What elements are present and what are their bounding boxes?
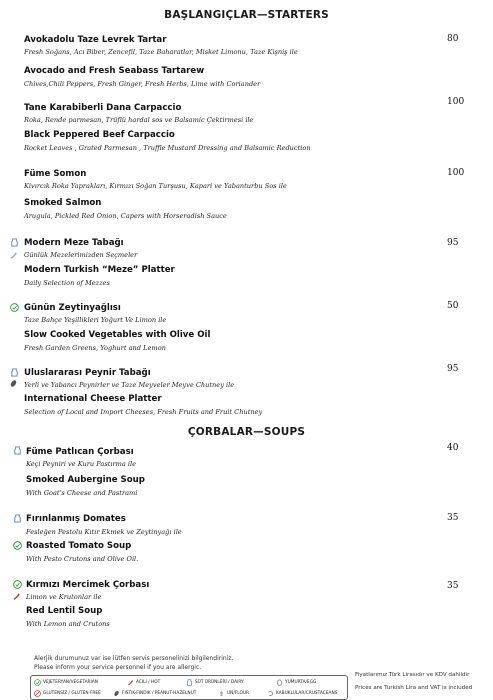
dish-name-tr: Füme Somon <box>24 169 87 179</box>
allergy-note-en: Please inform your service personnel if you are allergic. <box>34 664 202 671</box>
dish-desc-tr: Roka, Rende parmesan, Trüflü hardal sos ve Balsamic Çektirmesi ile <box>24 116 254 124</box>
dairy-icon <box>186 679 193 686</box>
dish-name-en: Avocado and Fresh Seabass Tartarew <box>24 66 205 76</box>
dish-price: 35 <box>447 513 459 523</box>
dish-price: 40 <box>447 443 459 453</box>
dairy-icon <box>10 368 19 377</box>
dish-desc-en: Rocket Leaves , Grated Parmesan , Truffle Mustard Dressing and Balsamic Reduction <box>24 144 311 152</box>
nut-icon <box>113 690 120 697</box>
legend-vegetarian <box>34 679 98 686</box>
dairy-icon <box>13 446 22 455</box>
dish-price: 95 <box>447 238 459 248</box>
allergy-note-tr: Alerjik durumunuz var ise lütfen servis personelinizi bilgilendiriniz. <box>34 655 234 662</box>
legend-egg <box>276 679 316 686</box>
legend-label: FISTIK-FINDIK / PEANUT-HAZELNUT <box>122 691 197 696</box>
dish-desc-tr: Fresh Soğans, Acı Biber, Zencefil, Taze Baharatlar, Misket Limonu, Taze Kişniş ile <box>24 48 298 56</box>
vegetarian-icon <box>13 580 22 589</box>
gluten-free-icon <box>34 690 41 697</box>
legend-flour <box>218 690 249 697</box>
chili-icon <box>127 679 134 686</box>
legend-nut <box>113 690 196 697</box>
dairy-icon <box>10 238 19 247</box>
dish-name-en: Roasted Tomato Soup <box>26 541 132 551</box>
dish-name-en: International Cheese Platter <box>24 394 162 404</box>
vegetarian-icon <box>13 541 22 550</box>
dish-name-tr: Uluslararası Peynir Tabağı <box>24 368 151 378</box>
starters-title: BAŞLANGIÇLAR—STARTERS <box>164 9 329 21</box>
dish-price: 35 <box>447 581 459 591</box>
dairy-icon <box>13 514 22 523</box>
dish-desc-en: With Lemon and Crutons <box>26 620 110 628</box>
dish-desc-tr: Keçi Peyniri ve Kuru Pastırma ile <box>26 460 137 468</box>
dish-desc-tr: Kivırcık Roka Yaprakları, Kırmızı Soğan Turşusu, Kapari ve Yabanturbu Sos ile <box>24 182 287 190</box>
dish-price: 95 <box>447 364 459 374</box>
legend-crustaceans <box>267 690 337 697</box>
vat-note-en: Prices are Turkish Lira and VAT is included <box>355 685 473 691</box>
chili-icon <box>9 251 18 260</box>
legend-label: ACILI / HOT <box>136 680 161 685</box>
dish-desc-tr: Taze Bahçe Yeşillikleri Yoğurt Ve Limon ile <box>24 316 167 324</box>
legend-gluten-free <box>34 690 101 697</box>
dish-desc-en: With Pesto Crutons and Olive Oil. <box>26 555 139 563</box>
legend-label: YUMURTA/EGG <box>285 680 317 685</box>
dish-price: 100 <box>447 168 465 178</box>
dish-name-tr: Avokadolu Taze Levrek Tartar <box>24 35 167 45</box>
dish-desc-en: Chives,Chili Peppers, Fresh Ginger, Fresh Herbs, Lime with Coriander <box>24 80 261 88</box>
dish-name-en: Slow Cooked Vegetables with Olive Oil <box>24 330 211 340</box>
nut-icon <box>9 379 18 388</box>
legend-label: SÜT ÜRÜNLERİ / DAIRY <box>195 680 244 685</box>
flour-icon <box>218 690 225 697</box>
chili-icon <box>12 592 21 601</box>
allergen-legend <box>30 675 348 700</box>
dish-desc-en: Daily Selection of Mezzes <box>24 279 110 287</box>
dish-name-en: Modern Turkish “Meze” Platter <box>24 265 175 275</box>
dish-name-tr: Füme Patlıcan Çorbası <box>26 447 134 457</box>
dish-name-en: Smoked Salmon <box>24 198 102 208</box>
dish-price: 80 <box>447 34 459 44</box>
vegetarian-icon <box>10 303 19 312</box>
dish-name-tr: Günün Zeytinyağlısı <box>24 303 121 313</box>
legend-label: GLUTENSİZ / GLUTEN FREE <box>43 691 101 696</box>
dish-desc-tr: Günlük Mezelerimizden Seçmeler <box>24 251 138 259</box>
dish-desc-en: Fresh Garden Greens, Yoghurt and Lemon <box>24 344 166 352</box>
dish-price: 50 <box>447 301 459 311</box>
dish-desc-tr: Yerli ve Yabancı Peynirler ve Taze Meyveler Meyve Chutney ile <box>24 381 235 389</box>
legend-dairy <box>186 679 244 686</box>
dish-name-tr: Modern Meze Tabağı <box>24 238 124 248</box>
vegetarian-icon <box>34 679 41 686</box>
shrimp-icon <box>267 690 274 697</box>
soups-title: ÇORBALAR—SOUPS <box>187 426 306 438</box>
vat-note-tr: Fiyatlarımız Türk Lirasıdır ve KDV dahildir <box>355 672 470 678</box>
legend-hot <box>127 679 160 686</box>
dish-name-tr: Tane Karabiberli Dana Carpaccio <box>24 103 182 113</box>
dish-name-en: Black Peppered Beef Carpaccio <box>24 130 175 140</box>
dish-desc-en: Arugula, Pickled Red Onion, Capers with Horseradish Sauce <box>24 212 227 220</box>
dish-price: 100 <box>447 97 465 107</box>
dish-desc-en: With Goat's Cheese and Pastrami <box>26 489 138 497</box>
legend-label: VEJETERYAN/VEGETARIAN <box>43 680 98 685</box>
dish-name-tr: Fırınlanmış Domates <box>26 514 126 524</box>
dish-name-tr: Kırmızı Mercimek Çorbası <box>26 580 150 590</box>
dish-name-en: Red Lentil Soup <box>26 606 103 616</box>
dish-desc-en: Selection of Local and Import Cheeses, Fresh Fruits and Fruit Chutney <box>24 408 263 416</box>
dish-desc-tr: Fesleğen Pestolu Kıtır Ekmek ve Zeytinyağı ile <box>26 528 182 536</box>
egg-icon <box>276 679 283 686</box>
legend-label: UN/FLOUR <box>227 691 250 696</box>
dish-name-en: Smoked Aubergine Soup <box>26 475 145 485</box>
dish-desc-tr: Limon ve Krutonlar ile <box>26 593 102 601</box>
legend-label: KABUKLULAR/CRUSTACEANS <box>276 691 338 696</box>
